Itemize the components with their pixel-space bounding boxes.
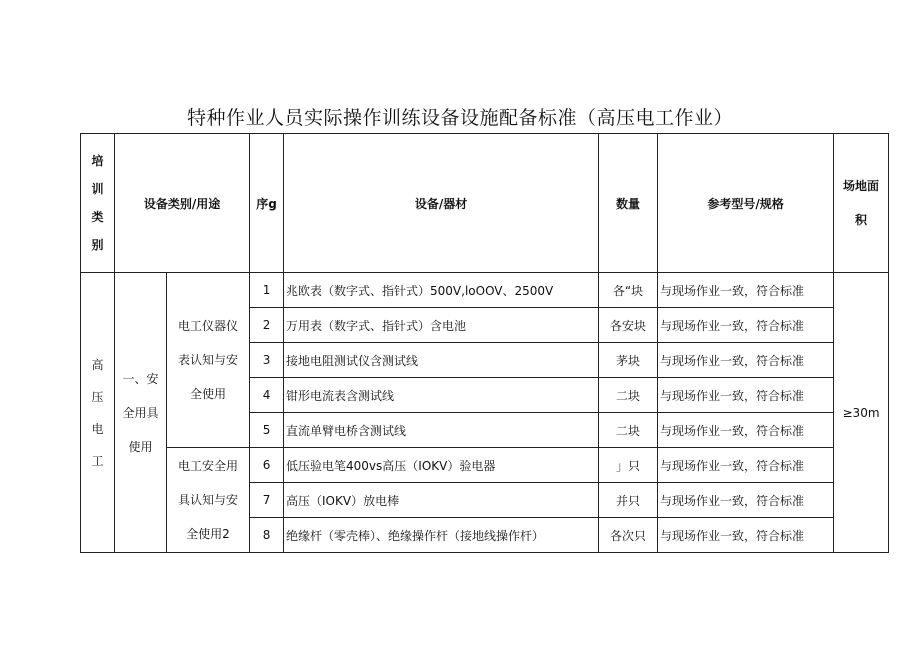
seq-cell: 1 <box>250 273 284 308</box>
quantity-cell: 」只 <box>599 448 658 483</box>
document-title: 特种作业人员实际操作训练设备设施配备标准（高压电工作业） <box>186 107 733 129</box>
equipment-cell: 接地电阻测试仪含测试线 <box>284 343 599 378</box>
header-model-spec: 参考型号/规格 <box>658 134 834 273</box>
spec-cell: 与现场作业一致，符合标准 <box>658 378 834 413</box>
equipment-cell: 兆欧表（数字式、指针式）500V,loOOV、2500V <box>284 273 599 308</box>
spec-cell: 与现场作业一致，符合标准 <box>658 273 834 308</box>
quantity-cell: 各次只 <box>599 518 658 553</box>
equipment-cell: 万用表（数字式、指针式）含电池 <box>284 308 599 343</box>
equipment-cell: 钳形电流表含测试线 <box>284 378 599 413</box>
purpose-group-safety-tools: 电工安全用具认知与安全使用2 <box>167 448 250 553</box>
quantity-cell: 二块 <box>599 378 658 413</box>
quantity-cell: 二块 <box>599 413 658 448</box>
equipment-category-cell: 一、安全用具使用 <box>115 273 167 553</box>
seq-cell: 4 <box>250 378 284 413</box>
training-category-cell: 高压电工 <box>81 273 115 553</box>
seq-cell: 7 <box>250 483 284 518</box>
seq-cell: 2 <box>250 308 284 343</box>
equipment-cell: 直流单臂电桥含测试线 <box>284 413 599 448</box>
seq-cell: 3 <box>250 343 284 378</box>
spec-cell: 与现场作业一致，符合标准 <box>658 448 834 483</box>
spec-cell: 与现场作业一致，符合标准 <box>658 343 834 378</box>
header-site-area: 场地面积 <box>834 134 889 273</box>
table-row <box>81 448 889 483</box>
site-area-cell: ≥30m <box>834 273 889 553</box>
equipment-cell: 低压验电笔400vs高压（IOKV）验电器 <box>284 448 599 483</box>
header-seq: 序g <box>250 134 284 273</box>
seq-cell: 6 <box>250 448 284 483</box>
equipment-cell: 高压（IOKV）放电棒 <box>284 483 599 518</box>
quantity-cell: 茅块 <box>599 343 658 378</box>
header-row <box>81 134 889 273</box>
header-equipment-category: 设备类别/用途 <box>115 134 250 273</box>
spec-cell: 与现场作业一致，符合标准 <box>658 483 834 518</box>
equipment-cell: 绝缘杆（零壳棒）、绝缘操作杆（接地线操作杆） <box>284 518 599 553</box>
header-quantity: 数量 <box>599 134 658 273</box>
header-training-category: 培训类别 <box>81 134 115 273</box>
seq-cell: 8 <box>250 518 284 553</box>
quantity-cell: 各安块 <box>599 308 658 343</box>
header-equipment: 设备/器材 <box>284 134 599 273</box>
quantity-cell: 并只 <box>599 483 658 518</box>
spec-cell: 与现场作业一致，符合标准 <box>658 413 834 448</box>
quantity-cell: 各“块 <box>599 273 658 308</box>
spec-cell: 与现场作业一致，符合标准 <box>658 518 834 553</box>
purpose-group-instruments: 电工仪器仪表认知与安全使用 <box>167 273 250 448</box>
spec-cell: 与现场作业一致，符合标准 <box>658 308 834 343</box>
seq-cell: 5 <box>250 413 284 448</box>
equipment-standard-table <box>80 133 889 553</box>
table-row <box>81 273 889 308</box>
